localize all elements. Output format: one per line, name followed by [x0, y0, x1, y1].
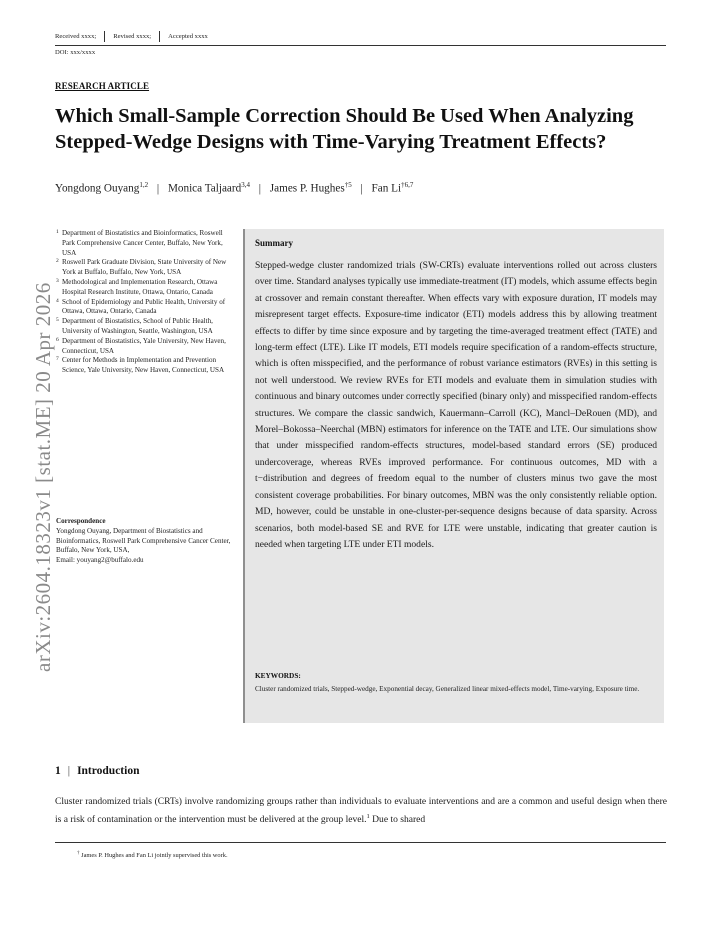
author-name: James P. Hughes	[269, 182, 345, 195]
author-affiliation-mark: †5	[344, 181, 352, 189]
author-list	[55, 181, 413, 195]
footnote	[77, 851, 228, 859]
divider	[104, 31, 105, 42]
footnote-text: James P. Hughes and Fan Li jointly supervised this work.	[79, 852, 228, 860]
author-affiliation-mark: 3,4	[241, 181, 250, 189]
affiliation-text: Department of Biostatistics and Bioinformatics, Roswell Park Comprehensive Cancer Center, Buffalo, New York, USA	[62, 229, 223, 257]
affiliation-text: Methodological and Implementation Research, Ottawa Hospital Research Institute, Ottawa, Ontario, Canada	[62, 277, 218, 296]
article-type: RESEARCH ARTICLE	[55, 81, 150, 91]
header-rule	[55, 45, 666, 46]
section-title: Introduction	[77, 765, 140, 777]
footnote-rule	[55, 842, 666, 843]
correspondence-address: Yongdong Ouyang, Department of Biostatistics and Bioinformatics, Roswell Park Comprehensive Cancer Center, Buffalo, New York, USA,	[56, 526, 231, 555]
author-affiliation-mark: †6,7	[401, 181, 414, 189]
affiliation-number: 3	[56, 277, 59, 284]
author-separator: |	[258, 182, 261, 195]
affiliation-item	[56, 337, 236, 357]
keywords-text: Cluster randomized trials, Stepped-wedge, Exponential decay, Generalized linear mixed-effects model, Time-varying, Exposure time.	[255, 685, 640, 693]
affiliation-number: 1	[56, 229, 59, 235]
affiliation-text: Center for Methods in Implementation and Prevention Science, Yale University, New Haven, Connecticut, USA	[62, 356, 225, 375]
affiliation-item	[56, 258, 236, 278]
author-separator: |	[156, 182, 160, 195]
author-name: Monica Taljaard	[167, 182, 242, 195]
section-separator: |	[67, 765, 71, 777]
affiliation-item	[56, 298, 236, 318]
section-number: 1	[55, 765, 61, 777]
affiliation-text: Department of Biostatistics, School of Public Health, University of Washington, Seattle, Washington, USA	[62, 317, 213, 335]
arxiv-stamp: arXiv:2604.18323v1 [stat.ME] 20 Apr 2026	[31, 282, 55, 672]
summary-text: Stepped-wedge cluster randomized trials (SW-CRTs) evaluate interventions rolled out across clusters over time. Standard analyses typically use immediate-treatment (IT) models, which assume effects begin at crossover and remain constant thereafter. When effects vary with exposure duration, IT models may misrepresent target effects. Exposure-time indicator (ETI) models address this by allowing treatment effects to differ by time since exposure and by targeting the time-averaged treatment effect (TATE) and long-term effect (LTE). Like IT models, ETI models require specification of a random-effects structure, which is often misspecified, and the performance of robust variance estimators (RVEs) in this setting is not well understood. We review RVEs for ETI models and evaluate them in simulation studies with continuous and binary outcomes under correctly specified (binary only) and misspecified random-effects structures. We compare the classic sandwich, Kauermann–Carroll (KC), Mancl–DeRouen (MD), and Morel–Bokossa–Neerchal (MBN) estimators for inference on the TATE and LTE. Our simulations show that under misspecified random-effects structures, model-based standard errors (SE) produced undercoverage, whereas RVEs improved performance. For continuous outcomes, MD with a t−distribution and degrees of freedom equal to the number of clusters minus two gave the most consistent coverage probabilities. For binary outcomes, MBN was the only consistently reliable option. MD, however, could be unstable in one-cluster-per-sequence designs because of data sparsity. Across scenarios, both model-based SE and RVE for LTE were unstable, indicating that greater caution is needed when targeting LTE under ETI models.	[255, 260, 657, 550]
author-name: Fan Li	[371, 182, 402, 195]
affiliations	[56, 229, 236, 376]
received-date: Received xxxx;	[55, 33, 97, 40]
affiliation-number: 2	[56, 258, 59, 265]
author-name: Yongdong Ouyang	[55, 182, 140, 195]
intro-text: Cluster randomized trials (CRTs) involve randomizing groups rather than individuals to evaluate interventions and are a common and useful design when there is a risk of contamination or the intervention must be delivered at the group level.	[55, 796, 667, 826]
correspondence	[56, 517, 236, 566]
affiliation-item	[56, 229, 236, 258]
intro-text-continued: Due to shared	[369, 814, 426, 826]
affiliation-item	[56, 356, 236, 376]
section-heading	[55, 765, 139, 777]
doi: DOI: xxx/xxxx	[55, 49, 96, 56]
affiliation-number: 5	[56, 317, 59, 324]
citation-link[interactable]: 1	[366, 813, 370, 820]
footnote-mark: †	[77, 851, 80, 856]
correspondence-email[interactable]: Email: youyang2@buffalo.edu	[56, 556, 144, 565]
summary-accent-rule	[243, 229, 245, 723]
affiliation-item	[56, 317, 236, 337]
affiliation-text: Department of Biostatistics, Yale University, New Haven, Connecticut, USA	[62, 336, 226, 355]
affiliation-number: 7	[56, 356, 59, 363]
affiliation-item	[56, 278, 236, 298]
author-separator: |	[360, 182, 363, 195]
keywords-heading: KEYWORDS:	[255, 671, 301, 680]
affiliation-text: School of Epidemiology and Public Health, University of Ottawa, Ottawa, Ontario, Canada	[62, 297, 226, 316]
affiliation-number: 6	[56, 336, 59, 343]
intro-paragraph	[55, 794, 667, 827]
correspondence-heading: Correspondence	[56, 517, 106, 525]
publication-dates	[55, 31, 208, 42]
revised-date: Revised xxxx;	[113, 33, 152, 40]
paper-title: Which Small-Sample Correction Should Be Used When Analyzing Stepped-Wedge Designs with Time-Varying Treatment Effects?	[55, 105, 634, 153]
author-affiliation-mark: 1,2	[139, 181, 149, 189]
summary-heading: Summary	[255, 238, 293, 248]
affiliation-text: Roswell Park Graduate Division, State University of New York at Buffalo, Buffalo, New York, USA	[62, 258, 227, 277]
divider	[159, 31, 160, 42]
affiliation-number: 4	[56, 297, 59, 304]
accepted-date: Accepted xxxx	[168, 33, 208, 40]
